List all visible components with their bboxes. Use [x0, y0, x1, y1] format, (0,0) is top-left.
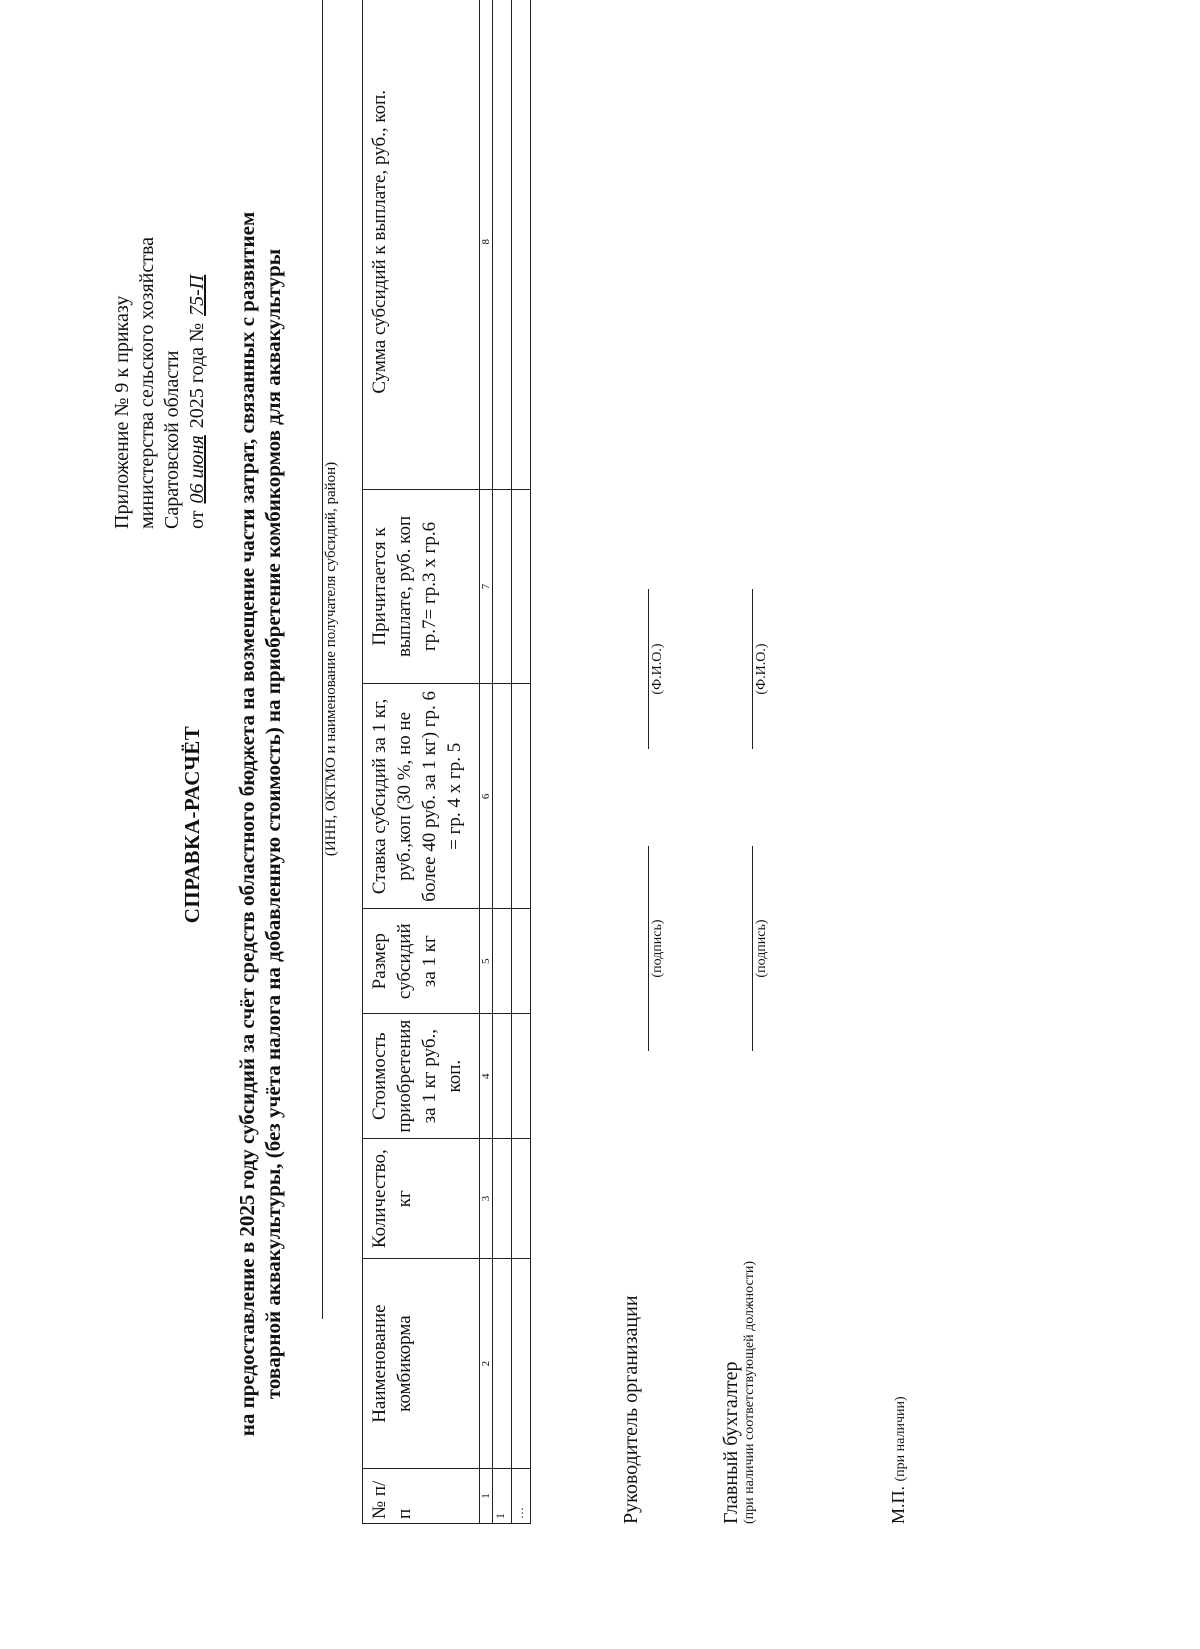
col-header-due-payment: Причитается к выплате, руб. коп гр.7= гр.3 х гр.6	[363, 489, 480, 684]
col-header-feed-name: Наименование комбикорма	[363, 1259, 480, 1469]
recipient-caption: (ИНН, ОКТМО и наименование получателя субсидий, район)	[323, 461, 339, 857]
col-number: 4	[480, 1014, 493, 1139]
col-number: 2	[480, 1259, 493, 1469]
head-label: Руководитель организации	[620, 1295, 642, 1524]
col-header-index: № п/п	[363, 1469, 480, 1524]
col-number: 7	[480, 489, 493, 684]
row-index: …	[512, 1469, 531, 1524]
accountant-name-line	[752, 589, 753, 749]
stamp-note: (при наличии)	[893, 1396, 908, 1482]
col-number: 1	[480, 1469, 493, 1524]
row-index: 1	[493, 1469, 512, 1524]
stamp-placeholder	[888, 1396, 909, 1524]
document-title: СПРАВКА-РАСЧЁТ	[180, 725, 204, 924]
head-name-line	[648, 589, 649, 749]
handwritten-number: 75-П	[186, 274, 208, 316]
col-header-subsidy-sum: Сумма субсидий к выплате, руб., коп.	[363, 0, 480, 489]
head-signature-line	[648, 846, 649, 1051]
accountant-name-caption: (Ф.И.О.)	[754, 643, 769, 695]
col-header-cost: Стоимость приобретения за 1 кг руб., коп.	[363, 1014, 480, 1139]
accountant-signature-line	[752, 846, 753, 1051]
date-suffix: 2025 года №	[186, 322, 208, 429]
date-prefix: от	[186, 510, 208, 529]
head-name-caption: (Ф.И.О.)	[650, 643, 665, 695]
table-header-row	[363, 0, 480, 1524]
appendix-line-1: Приложение № 9 к приказу	[111, 295, 133, 529]
appendix-line-2: министерства сельского хозяйства	[136, 236, 158, 529]
accountant-note: (при наличии соответствующей должности)	[742, 1261, 757, 1524]
table-row	[493, 0, 512, 1524]
table-row	[512, 0, 531, 1524]
accountant-signature-caption: (подпись)	[754, 919, 769, 978]
head-signature-caption: (подпись)	[650, 919, 665, 978]
col-header-quantity: Количество, кг	[363, 1139, 480, 1259]
col-number: 8	[480, 0, 493, 489]
col-number: 6	[480, 684, 493, 909]
document-subtitle: на предоставление в 2025 году субсидий за счёт средств областного бюджета на возмещение части затрат, связанных с развитием товарной аквакультуры, (без учёта налога на добавленную стоимость) на приобретение комбикормов для аквакультуры	[235, 211, 285, 1437]
stamp-label: М.П.	[888, 1485, 908, 1524]
calculation-table	[362, 0, 531, 1524]
col-header-subsidy-size: Размер субсидий за 1 кг	[363, 909, 480, 1014]
col-number: 5	[480, 909, 493, 1014]
table-number-row	[480, 0, 493, 1524]
col-number: 3	[480, 1139, 493, 1259]
accountant-label: Главный бухгалтер	[720, 1361, 742, 1524]
appendix-line-3: Саратовской области	[161, 350, 183, 529]
handwritten-date: 06 июня	[186, 435, 208, 504]
col-header-subsidy-rate: Ставка субсидий за 1 кг, руб.,коп (30 %, но не более 40 руб. за 1 кг) гр. 6 = гр. 4 х гр. 5	[363, 684, 480, 909]
